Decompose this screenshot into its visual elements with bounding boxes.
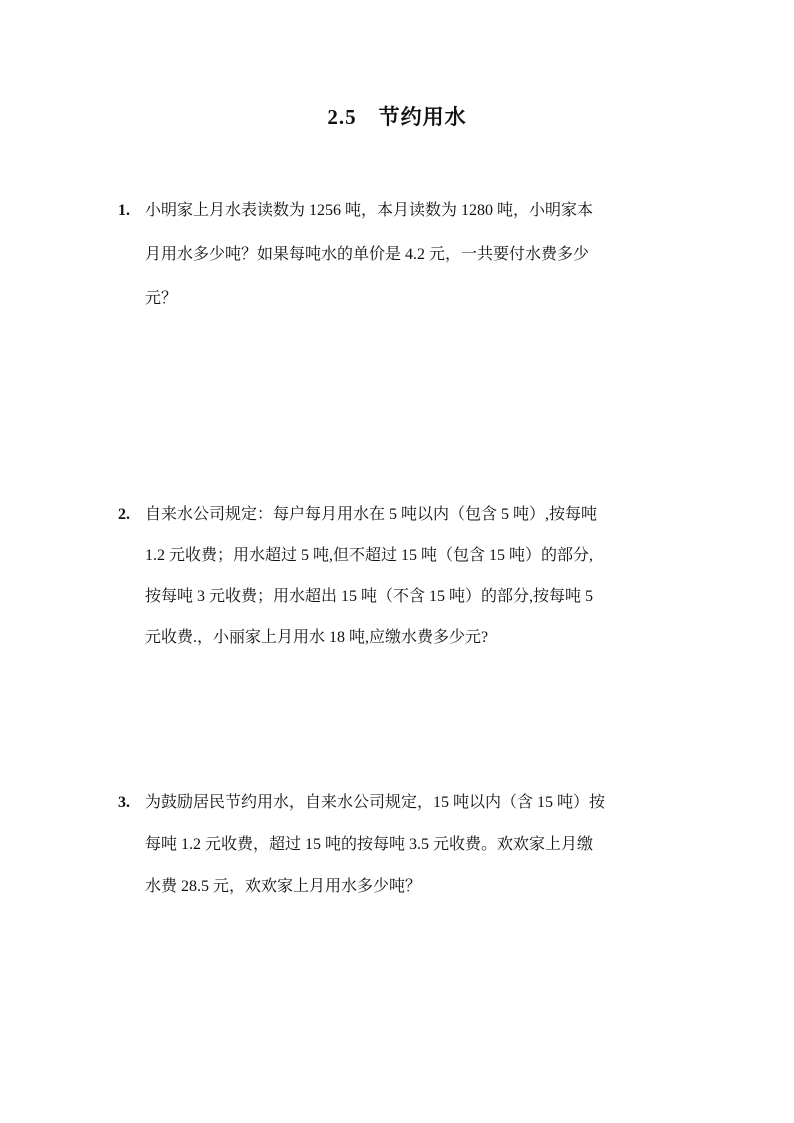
problem-text-line: 1.2 元收费；用水超过 5 吨,但不超过 15 吨（包含 15 吨）的部分,	[145, 547, 594, 564]
problem-text-line: 元？	[145, 290, 178, 307]
problem-text-line: 为鼓励居民节约用水，自来水公司规定，15 吨以内（含 15 吨）按	[145, 794, 606, 811]
problem-number: 1.	[118, 202, 130, 219]
section-title: 节约用水	[378, 105, 467, 129]
problem-text-line: 月用水多少吨？如果每吨水的单价是 4.2 元，一共要付水费多少	[145, 246, 590, 263]
problem-number: 2.	[118, 506, 130, 523]
problem-number: 3.	[118, 794, 130, 811]
problem-text-line: 水费 28.5 元，欢欢家上月用水多少吨？	[145, 878, 422, 895]
problem-text-line: 元收费.，小丽家上月用水 18 吨,应缴水费多少元?	[145, 629, 489, 646]
problem-text-line: 自来水公司规定：每户每月用水在 5 吨以内（包含 5 吨）,按每吨	[145, 506, 598, 523]
page-title	[0, 101, 794, 131]
section-number: 2.5	[327, 105, 357, 129]
problem-text-line: 按每吨 3 元收费；用水超出 15 吨（不含 15 吨）的部分,按每吨 5	[145, 588, 594, 605]
problem-text-line: 小明家上月水表读数为 1256 吨，本月读数为 1280 吨，小明家本	[145, 202, 594, 219]
problem-text-line: 每吨 1.2 元收费，超过 15 吨的按每吨 3.5 元收费。欢欢家上月缴	[145, 836, 594, 853]
